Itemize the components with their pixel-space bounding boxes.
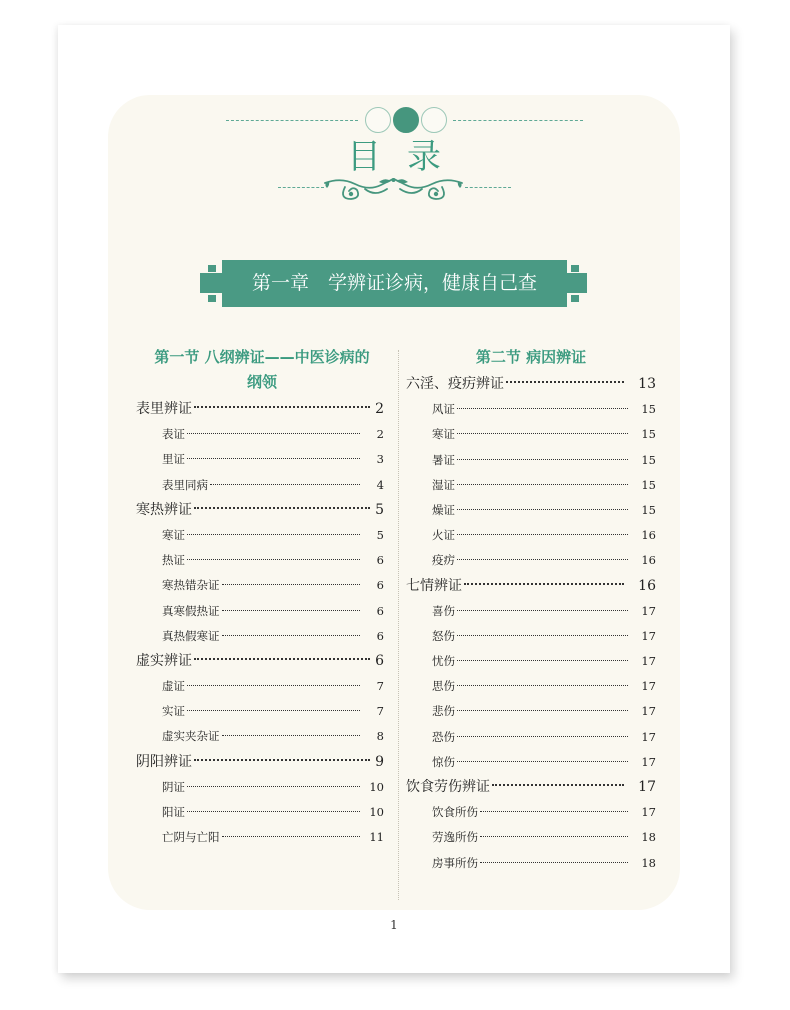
toc-entry-label: 亡阴与亡阳 xyxy=(162,830,220,845)
toc-entry-subtopic[interactable] xyxy=(406,448,656,473)
document-page xyxy=(58,25,730,973)
toc-entry-label: 寒证 xyxy=(162,527,185,542)
toc-entry-subtopic[interactable] xyxy=(136,473,384,498)
toc-entry-subtopic[interactable] xyxy=(136,523,384,548)
chapter-banner xyxy=(222,260,567,307)
toc-entry-label: 表里同病 xyxy=(162,477,208,492)
toc-entry-subtopic[interactable] xyxy=(136,775,384,800)
toc-entry-page-number: 15 xyxy=(641,427,656,442)
ornament-dashed-line-right xyxy=(465,187,511,188)
dot-leader xyxy=(457,509,628,510)
toc-entry-page-number: 7 xyxy=(376,704,384,719)
toc-entry-subtopic[interactable] xyxy=(406,599,656,624)
toc-entry-subtopic[interactable] xyxy=(136,548,384,573)
dot-leader xyxy=(457,761,628,762)
toc-entry-page-number: 3 xyxy=(376,452,384,467)
toc-entry-label: 暑证 xyxy=(432,452,455,467)
toc-entry-label: 寒证 xyxy=(432,427,455,442)
toc-entry-label: 怒伤 xyxy=(432,628,455,643)
header-dashed-line-right xyxy=(453,120,583,121)
toc-entry-subtopic[interactable] xyxy=(406,800,656,825)
toc-entry-subtopic[interactable] xyxy=(406,649,656,674)
dot-leader xyxy=(222,610,361,611)
toc-entry-label: 忧伤 xyxy=(432,654,455,669)
dot-leader xyxy=(457,635,628,636)
dot-leader xyxy=(457,736,628,737)
toc-entry-page-number: 17 xyxy=(641,628,656,643)
toc-entry-page-number: 6 xyxy=(376,578,384,593)
toc-entry-page-number: 16 xyxy=(638,577,656,594)
toc-entry-label: 房事所伤 xyxy=(432,855,478,870)
toc-entry-subtopic[interactable] xyxy=(136,573,384,598)
toc-entry-page-number: 6 xyxy=(375,652,384,669)
toc-entry-page-number: 4 xyxy=(376,477,384,492)
toc-entry-label: 疫疠 xyxy=(432,553,455,568)
toc-entry-page-number: 15 xyxy=(641,452,656,467)
toc-entry-subtopic[interactable] xyxy=(406,699,656,724)
header-circles xyxy=(108,107,680,135)
toc-entry-topic[interactable] xyxy=(136,750,384,775)
toc-entry-subtopic[interactable] xyxy=(406,397,656,422)
section-title-2: 第二节 病因辨证 xyxy=(475,348,587,366)
toc-entry-page-number: 2 xyxy=(376,427,384,442)
toc-entry-page-number: 6 xyxy=(376,553,384,568)
toc-entry-label: 喜伤 xyxy=(432,603,455,618)
toc-entry-page-number: 16 xyxy=(641,553,656,568)
toc-entry-page-number: 17 xyxy=(641,679,656,694)
banner-notch-right-bottom xyxy=(571,295,579,302)
toc-entry-page-number: 17 xyxy=(641,704,656,719)
dot-leader xyxy=(457,484,628,485)
toc-entry-label: 真寒假热证 xyxy=(162,603,220,618)
toc-entry-subtopic[interactable] xyxy=(406,422,656,447)
toc-entry-subtopic[interactable] xyxy=(136,447,384,472)
toc-entry-label: 阴阳辨证 xyxy=(136,753,192,770)
toc-entry-page-number: 8 xyxy=(376,729,384,744)
toc-entry-topic[interactable] xyxy=(136,649,384,674)
toc-entry-label: 悲伤 xyxy=(432,704,455,719)
dot-leader xyxy=(457,610,628,611)
toc-entry-page-number: 10 xyxy=(369,805,384,819)
toc-entry-subtopic[interactable] xyxy=(406,750,656,775)
outline-circle-icon xyxy=(421,107,447,133)
toc-entry-label: 燥证 xyxy=(432,502,455,517)
toc-entry-label: 七情辨证 xyxy=(406,577,462,594)
dot-leader xyxy=(187,458,360,459)
toc-entry-subtopic[interactable] xyxy=(406,624,656,649)
toc-entry-label: 寒热辨证 xyxy=(136,501,192,518)
toc-entry-subtopic[interactable] xyxy=(406,523,656,548)
dot-leader xyxy=(457,534,628,535)
toc-entry-label: 里证 xyxy=(162,452,185,467)
dot-leader xyxy=(222,735,361,736)
toc-column-left xyxy=(136,345,384,850)
toc-entry-subtopic[interactable] xyxy=(406,725,656,750)
page-number: 1 xyxy=(390,918,398,932)
dot-leader xyxy=(194,406,370,408)
toc-entry-subtopic[interactable] xyxy=(136,699,384,724)
toc-entry-page-number: 6 xyxy=(376,628,384,643)
dot-leader xyxy=(480,862,628,863)
toc-entry-page-number: 15 xyxy=(641,477,656,492)
toc-entry-page-number: 18 xyxy=(641,855,656,870)
toc-entry-page-number: 2 xyxy=(375,401,384,417)
dot-leader xyxy=(464,583,624,585)
dot-leader xyxy=(457,408,628,409)
toc-entry-page-number: 17 xyxy=(641,754,656,769)
toc-entry-label: 表证 xyxy=(162,427,185,442)
toc-entry-page-number: 10 xyxy=(369,779,384,794)
toc-entry-label: 六淫、疫疠辨证 xyxy=(406,376,504,392)
toc-column-right xyxy=(406,345,656,876)
toc-panel xyxy=(108,95,680,910)
dot-leader xyxy=(457,710,628,711)
ornament-dashed-line-left xyxy=(278,187,324,188)
toc-entry-label: 实证 xyxy=(162,704,185,719)
dot-leader xyxy=(457,459,628,460)
toc-entry-label: 阴证 xyxy=(162,779,185,794)
toc-entry-label: 表里辨证 xyxy=(136,401,192,417)
dot-leader xyxy=(457,685,628,686)
toc-entry-page-number: 15 xyxy=(641,402,656,417)
toc-entry-page-number: 18 xyxy=(641,830,656,845)
banner-notch-left-top xyxy=(208,265,216,272)
toc-list-right xyxy=(406,372,656,876)
toc-entry-page-number: 5 xyxy=(376,527,384,542)
toc-entry-topic[interactable] xyxy=(406,775,656,800)
banner-notch-right-top xyxy=(571,265,579,272)
toc-entry-label: 阳证 xyxy=(162,805,185,819)
toc-entry-label: 风证 xyxy=(432,402,455,417)
toc-list-left xyxy=(136,397,384,850)
toc-entry-label: 劳逸所伤 xyxy=(432,830,478,845)
dot-leader xyxy=(194,507,370,509)
header-dashed-line-left xyxy=(226,120,358,121)
chapter-title: 第一章 学辨证诊病，健康自己查 xyxy=(251,272,537,294)
column-divider xyxy=(398,350,399,900)
toc-entry-topic[interactable] xyxy=(136,498,384,523)
dot-leader xyxy=(222,584,361,585)
toc-entry-label: 热证 xyxy=(162,553,185,568)
toc-entry-page-number: 11 xyxy=(369,830,384,845)
toc-entry-label: 惊伤 xyxy=(432,754,455,769)
toc-entry-page-number: 17 xyxy=(641,603,656,618)
dot-leader xyxy=(457,433,628,434)
dot-leader xyxy=(222,836,361,837)
toc-entry-subtopic[interactable] xyxy=(406,473,656,498)
toc-entry-page-number: 15 xyxy=(641,502,656,517)
toc-entry-label: 真热假寒证 xyxy=(162,628,220,643)
toc-entry-subtopic[interactable] xyxy=(406,498,656,523)
toc-entry-subtopic[interactable] xyxy=(136,624,384,649)
toc-entry-label: 恐伤 xyxy=(432,729,455,744)
toc-entry-label: 饮食所伤 xyxy=(432,805,478,820)
toc-entry-page-number: 6 xyxy=(376,603,384,618)
section-title-1 xyxy=(140,345,384,395)
dot-leader xyxy=(480,811,628,812)
dot-leader xyxy=(210,484,360,485)
dot-leader xyxy=(457,559,628,560)
toc-entry-page-number: 17 xyxy=(638,779,656,795)
banner-notch-left xyxy=(200,273,222,293)
banner-notch-right xyxy=(567,273,587,293)
dot-leader xyxy=(506,381,624,383)
toc-entry-page-number: 7 xyxy=(376,679,384,694)
outline-circle-icon xyxy=(365,107,391,133)
toc-entry-subtopic[interactable] xyxy=(406,548,656,573)
section-title-line-1: 第一节 八纲辨证——中医诊病的 xyxy=(154,348,370,366)
dot-leader xyxy=(187,559,360,560)
toc-entry-subtopic[interactable] xyxy=(136,674,384,699)
toc-entry-page-number: 17 xyxy=(641,654,656,669)
toc-entry-subtopic[interactable] xyxy=(136,422,384,447)
toc-entry-topic[interactable] xyxy=(136,397,384,422)
toc-entry-label: 思伤 xyxy=(432,679,455,694)
scroll-ornament-icon xyxy=(321,175,466,205)
dot-leader xyxy=(187,534,360,535)
toc-entry-subtopic[interactable] xyxy=(406,851,656,876)
toc-entry-label: 虚实辨证 xyxy=(136,652,192,669)
toc-entry-topic[interactable] xyxy=(406,574,656,599)
dot-leader xyxy=(187,685,360,686)
toc-entry-page-number: 5 xyxy=(375,501,384,518)
dot-leader xyxy=(187,433,360,434)
dot-leader xyxy=(480,836,628,837)
dot-leader xyxy=(222,635,361,636)
filled-circle-icon xyxy=(393,107,419,133)
banner-notch-left-bottom xyxy=(208,295,216,302)
toc-entry-label: 寒热错杂证 xyxy=(162,578,220,593)
toc-entry-page-number: 17 xyxy=(641,729,656,744)
toc-entry-label: 虚证 xyxy=(162,679,185,694)
toc-entry-label: 火证 xyxy=(432,528,455,543)
toc-entry-topic[interactable] xyxy=(406,372,656,397)
toc-entry-page-number: 16 xyxy=(641,528,656,543)
toc-entry-page-number: 9 xyxy=(375,753,384,770)
toc-entry-subtopic[interactable] xyxy=(136,599,384,624)
toc-entry-subtopic[interactable] xyxy=(406,674,656,699)
dot-leader xyxy=(194,759,370,761)
dot-leader xyxy=(457,660,628,661)
toc-entry-page-number: 17 xyxy=(641,805,656,820)
toc-entry-label: 虚实夹杂证 xyxy=(162,729,220,744)
toc-entry-page-number: 13 xyxy=(638,376,656,392)
page-title: 目录 xyxy=(347,137,467,177)
toc-entry-subtopic[interactable] xyxy=(136,724,384,749)
toc-entry-subtopic[interactable] xyxy=(136,825,384,850)
toc-entry-subtopic[interactable] xyxy=(406,825,656,850)
toc-entry-label: 湿证 xyxy=(432,477,455,492)
dot-leader xyxy=(187,710,360,711)
dot-leader xyxy=(194,658,370,660)
section-title-line-2: 纲领 xyxy=(246,373,277,391)
toc-entry-subtopic[interactable] xyxy=(136,800,384,825)
toc-entry-label: 饮食劳伤辨证 xyxy=(406,779,490,795)
dot-leader xyxy=(492,784,624,786)
dot-leader xyxy=(187,786,360,787)
dot-leader xyxy=(187,811,360,812)
